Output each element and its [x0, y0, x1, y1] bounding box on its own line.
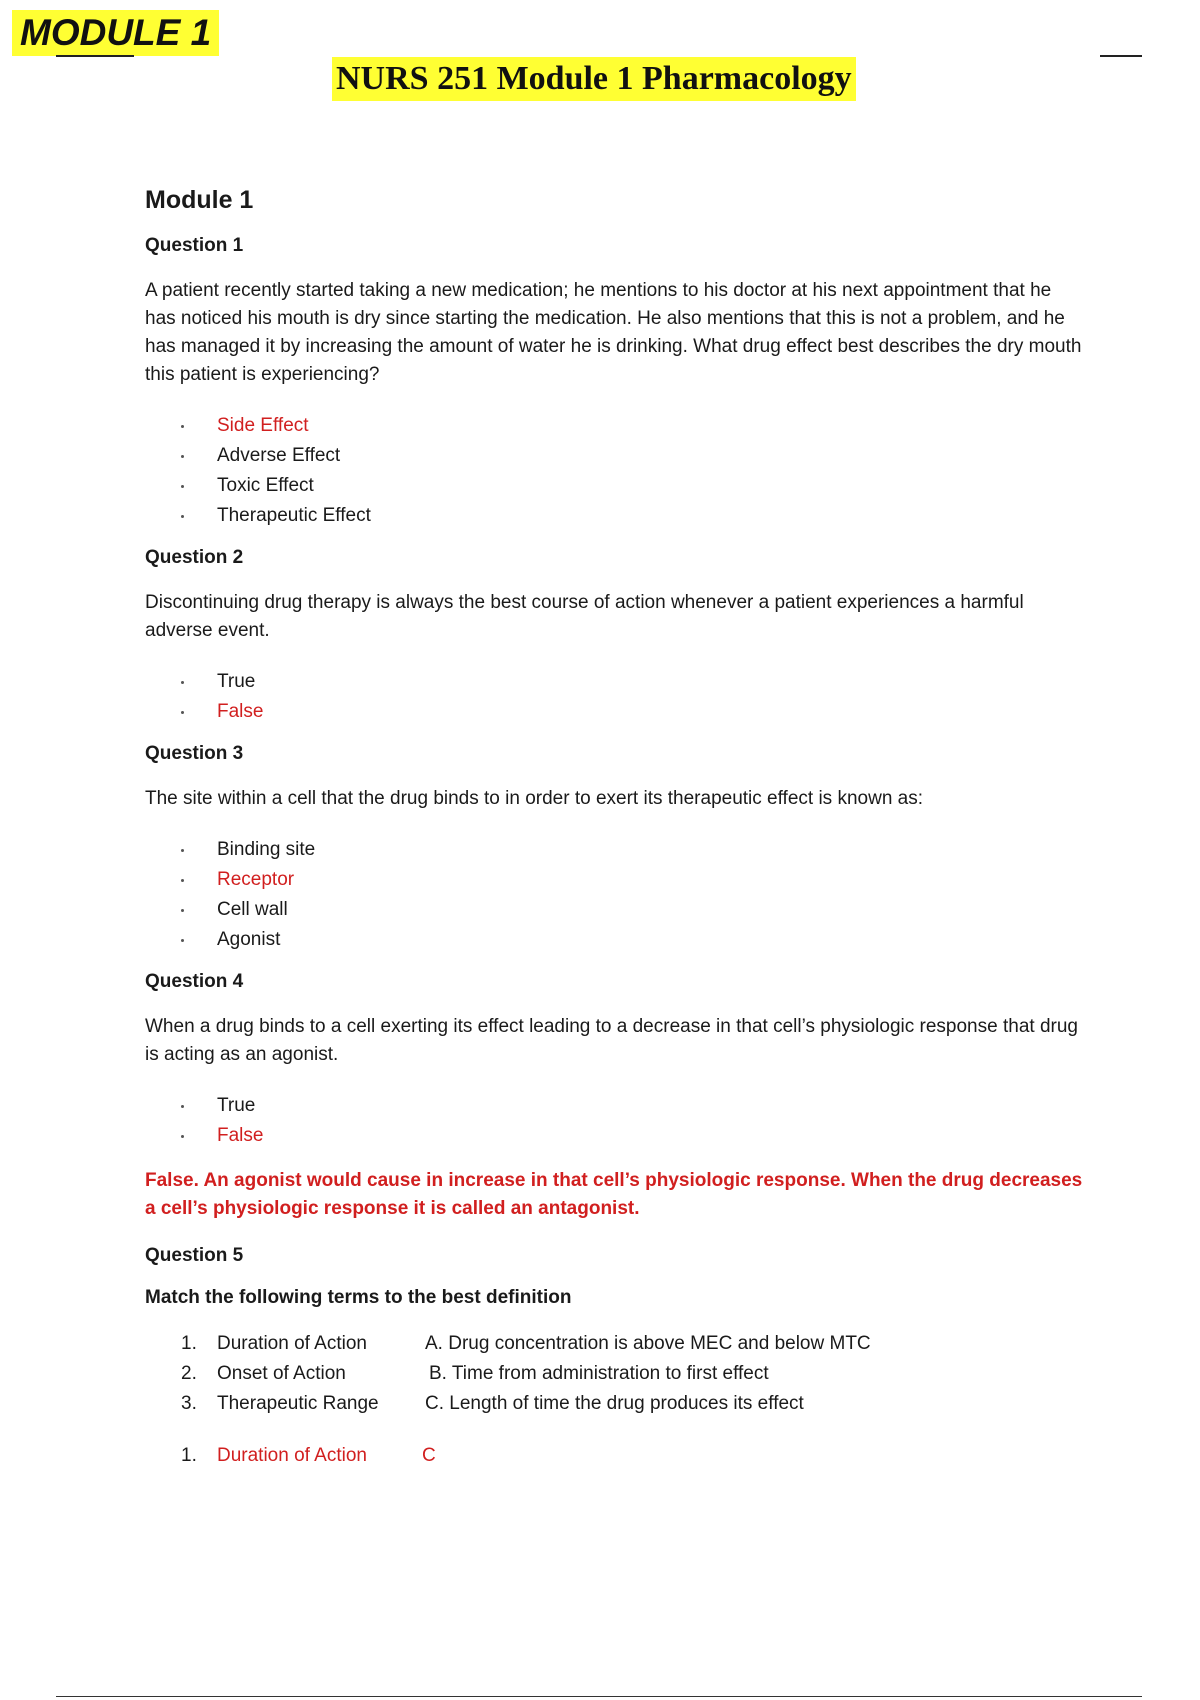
option-correct: False [181, 697, 1085, 727]
match-row [181, 1359, 871, 1389]
document-body [145, 186, 1085, 1471]
question-label: Question 1 [145, 235, 244, 256]
option: True [181, 667, 1085, 697]
answer-number: 1. [181, 1445, 197, 1466]
match-number: 1. [181, 1333, 197, 1354]
option-correct: Receptor [181, 865, 1085, 895]
question-prompt: When a drug binds to a cell exerting its effect leading to a decrease in that cell’s physiologic response that drug is acting as an agonist. [145, 1016, 1078, 1065]
option: Binding site [181, 835, 1085, 865]
answer-options [145, 835, 1085, 955]
answer-row [181, 1441, 436, 1471]
answer-options [145, 1091, 1085, 1151]
option-correct: False [181, 1121, 1085, 1151]
module-badge: MODULE 1 [12, 10, 219, 56]
question-1 [145, 235, 1085, 531]
question-3 [145, 743, 1085, 955]
option: Adverse Effect [181, 441, 1085, 471]
question-label: Question 3 [145, 743, 244, 764]
match-term: Therapeutic Range [217, 1393, 379, 1414]
question-prompt: Discontinuing drug therapy is always the best course of action whenever a patient experiences a harmful adverse event. [145, 592, 1024, 641]
header-rule-left [56, 55, 134, 57]
section-title: Module 1 [145, 186, 254, 214]
matching-answers [181, 1441, 436, 1471]
match-term: Duration of Action [217, 1333, 367, 1354]
page-title: NURS 251 Module 1 Pharmacology [332, 57, 856, 101]
header-rule-right [1100, 55, 1142, 57]
question-prompt: The site within a cell that the drug binds to in order to exert its therapeutic effect is known as: [145, 788, 924, 809]
option-correct: Side Effect [181, 411, 1085, 441]
match-definition: B. Time from administration to first effect [429, 1363, 769, 1384]
match-number: 2. [181, 1363, 197, 1384]
match-definition: C. Length of time the drug produces its effect [425, 1393, 804, 1414]
option: Agonist [181, 925, 1085, 955]
match-row [181, 1389, 871, 1419]
option: Therapeutic Effect [181, 501, 1085, 531]
answer-explanation: False. An agonist would cause in increase in that cell’s physiologic response. When the drug decreases a cell’s physiologic response it is called an antagonist. [145, 1170, 1083, 1219]
question-label: Question 4 [145, 971, 244, 992]
matching-table [181, 1329, 871, 1419]
answer-term: Duration of Action [217, 1445, 367, 1466]
question-prompt: Match the following terms to the best definition [145, 1287, 572, 1308]
answer-letter: C [422, 1445, 436, 1466]
question-prompt: A patient recently started taking a new medication; he mentions to his doctor at his next appointment that he has noticed his mouth is dry since starting the medication. He also mentions that this is not a problem, and he has managed it by increasing the amount of water he is drinking. What drug effect best describes the dry mouth this patient is experiencing? [145, 280, 1082, 385]
option: Toxic Effect [181, 471, 1085, 501]
match-number: 3. [181, 1393, 197, 1414]
answer-options [145, 667, 1085, 727]
footer-rule [56, 1696, 1142, 1697]
match-term: Onset of Action [217, 1363, 346, 1384]
question-4 [145, 971, 1085, 1223]
question-label: Question 2 [145, 547, 244, 568]
match-row [181, 1329, 871, 1359]
question-label: Question 5 [145, 1245, 244, 1266]
option: Cell wall [181, 895, 1085, 925]
question-5 [145, 1245, 1085, 1471]
option: True [181, 1091, 1085, 1121]
question-2 [145, 547, 1085, 727]
answer-options [145, 411, 1085, 531]
match-definition: A. Drug concentration is above MEC and below MTC [425, 1333, 871, 1354]
